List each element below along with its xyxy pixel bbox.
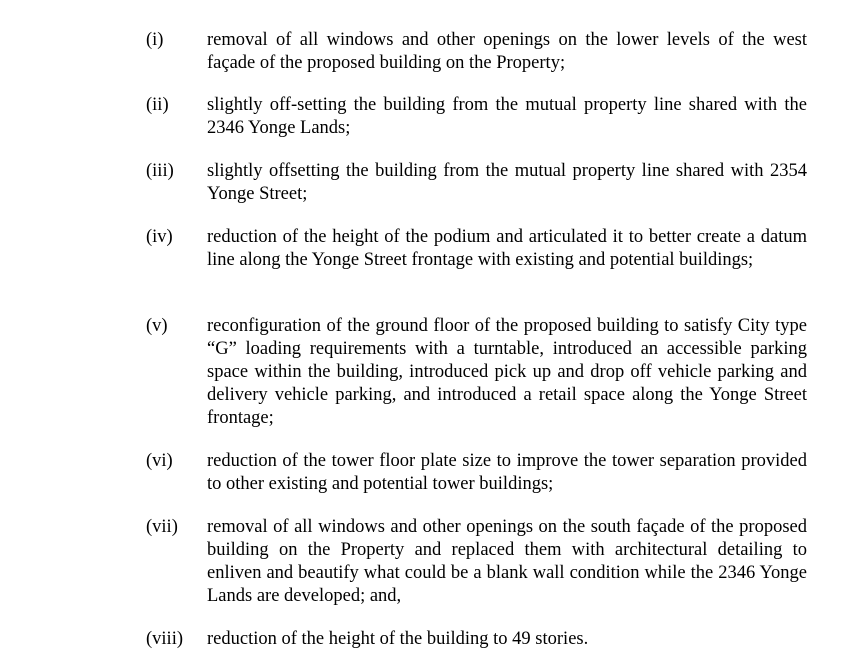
list-item-marker: (i) <box>146 30 164 50</box>
list-item-text: removal of all windows and other openings on the lower levels of the west façade of the proposed building on the Property; <box>207 30 807 73</box>
list-item-marker: (iv) <box>146 227 173 247</box>
list-item-text: reduction of the height of the podium and articulated it to better create a datum line along the Yonge Street frontage with existing and potential buildings; <box>207 227 807 270</box>
list-item-marker: (vii) <box>146 517 178 537</box>
list-item-text: removal of all windows and other openings on the south façade of the proposed building on the Property and replaced them with architectural detailing to enliven and beautify what could be a blank wall condition while the 2346 Yonge Lands are developed; and, <box>207 517 807 606</box>
list-item-text: reduction of the tower floor plate size to improve the tower separation provided to other existing and potential tower buildings; <box>207 451 807 494</box>
list-item-text: reduction of the height of the building to 49 stories. <box>207 629 589 649</box>
list-item-marker: (iii) <box>146 161 174 181</box>
list-item-marker: (viii) <box>146 629 183 649</box>
list-item-marker: (ii) <box>146 95 169 115</box>
list-item-marker: (vi) <box>146 451 173 471</box>
list-item-text: reconfiguration of the ground floor of the proposed building to satisfy City type “G” loading requirements with a turntable, introduced an accessible parking space within the building, introduced pick up and drop off vehicle parking and delivery vehicle parking, and introduced a retail space along the Yonge Street frontage; <box>207 316 807 428</box>
list-item-text: slightly off-setting the building from the mutual property line shared with the 2346 Yonge Lands; <box>207 95 807 138</box>
list-item-text: slightly offsetting the building from the mutual property line shared with 2354 Yonge Street; <box>207 161 807 204</box>
list-item-marker: (v) <box>146 316 168 336</box>
